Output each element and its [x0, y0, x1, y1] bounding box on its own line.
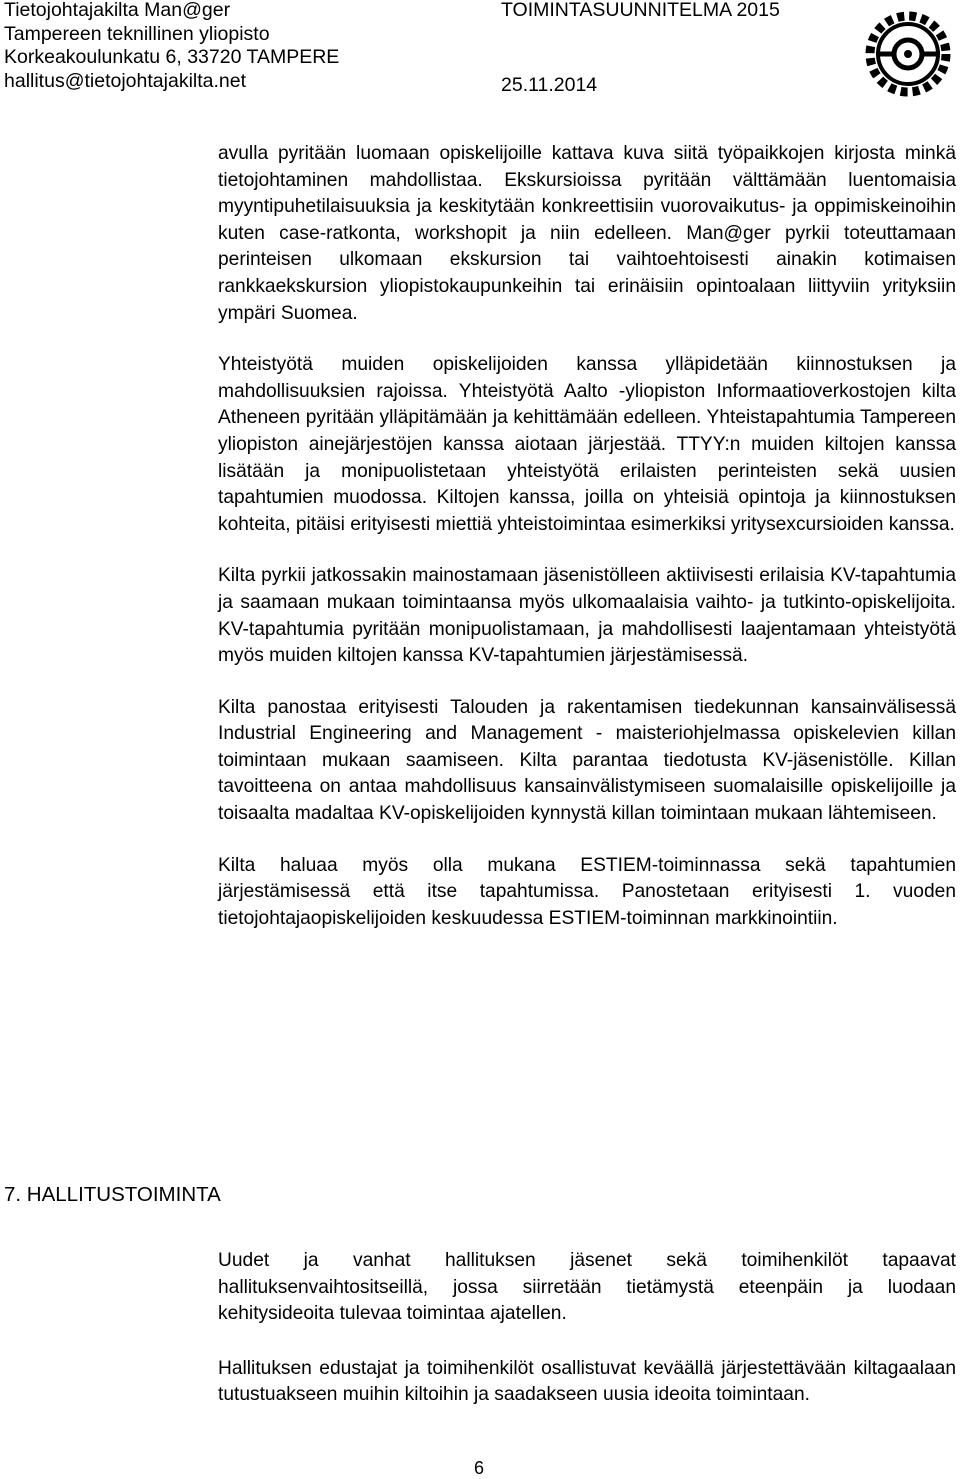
paragraph-cooperation: Yhteistyötä muiden opiskelijoiden kanssa ylläpidetään kiinnostuksen ja mahdollisuuksien rajoissa. Yhteistyötä Aalto -yliopiston Informaatioverkostojen kilta Atheneen pyritään ylläpitämään ja kehittämään edelleen. Yhteistapahtumia Tampereen yliopiston ainejärjestöjen kanssa aiotaan järjestää. TTYY:n muiden kiltojen kanssa lisätään ja monipuolistetaan yhteistyötä erilaisten perinteisten sekä uusien tapahtumien muodossa. Kiltojen kanssa, joilla on yhteisiä opintoja ja kiinnostuksen kohteita, pitäisi erityisesti miettiä yhteistoimintaa esimerkiksi yritysexcursioiden kanssa. [218, 354, 956, 535]
paragraph-board-meeting: Uudet ja vanhat hallituksen jäsenet sekä toimihenkilöt tapaavat hallituksenvaihtositseillä, jossa siirretään tietämystä eteenpäin ja luodaan kehitysideoita tulevaa toimintaa ajatellen. [218, 1250, 956, 1325]
paragraph-ieem: Kilta panostaa erityisesti Talouden ja rakentamisen tiedekunnan kansainvälisessä Industrial Engineering and Management - maisteriohjelmassa opiskelevien killan toimintaan mukaan saamiseen. Kilta parantaa tiedotusta KV-jäsenistölle. Killan tavoitteena on antaa mahdollisuus kansainvälistymiseen suomalaisille opiskelijoille ja toisaalta madaltaa KV-opiskelijoiden kynnystä killan toimintaan mukaan lähtemiseen. [218, 696, 956, 825]
sender-address-block [4, 0, 339, 93]
guild-gear-logo-icon [848, 0, 960, 112]
university-name: Tampereen teknillinen yliopisto [4, 22, 270, 45]
body-text [218, 141, 956, 957]
street-address: Korkeakoulunkatu 6, 33720 TAMPERE [4, 46, 340, 68]
document-title: TOIMINTASUUNNITELMA 2015 [501, 0, 780, 21]
paragraph-kv-events: Kilta pyrkii jatkossakin mainostamaan jäsenistölleen aktiivisesti erilaisia KV-tapahtumia ja saamaan mukaan toimintaansa myös ulkomaalaisia vaihto- ja tutkinto-opiskelijoita. KV-tapahtumia pyritään monipuolistamaan, ja mahdollisesti laajentamaan yhteistyötä myös muiden kiltojen kanssa KV-tapahtumien järjestämisessä. [218, 565, 956, 667]
paragraph-excursions: avulla pyritään luomaan opiskelijoille kattava kuva siitä työpaikkojen kirjosta minkä tietojohtaminen mahdollistaa. Ekskursioissa pyritään välttämään luentomaisia myyntipuhetilaisuuksia ja keskitytään konkreettisiin vuorovaikutus- ja oppimiskeinoihin kuten case-ratkonta, workshopit ja niin edelleen. Man@ger pyrkii toteuttamaan perinteisen ulkomaan ekskursion tai vaihtoehtoisesti ainakin kotimaisen rankkaekskursion yliopistokaupunkeihin tai erinäisiin opintoalaan liittyviin yrityksiin ympäri Suomea. [218, 143, 956, 324]
section-heading: 7. HALLITUSTOIMINTA [4, 1183, 221, 1206]
page-number: 6 [474, 1458, 485, 1478]
paragraph-guild-gala: Hallituksen edustajat ja toimihenkilöt osallistuvat keväällä järjestettävään kiltagaalaan tutustuakseen muihin kiltoihin ja saadakseen uusia ideoita toimintaan. [218, 1357, 956, 1406]
paragraph-estiem: Kilta haluaa myös olla mukana ESTIEM-toiminnassa sekä tapahtumien järjestämisessä että itse tapahtumissa. Panostetaan erityisesti 1. vuoden tietojohtajaopiskelijoiden keskuudessa ESTIEM-toiminnan markkinointiin. [218, 854, 956, 929]
document-date: 25.11.2014 [501, 74, 598, 96]
guild-name: Tietojohtajakilta Man@ger [4, 0, 231, 21]
section-body-text [218, 1248, 956, 1437]
email-address[interactable]: hallitus@tietojohtajakilta.net [4, 69, 247, 92]
